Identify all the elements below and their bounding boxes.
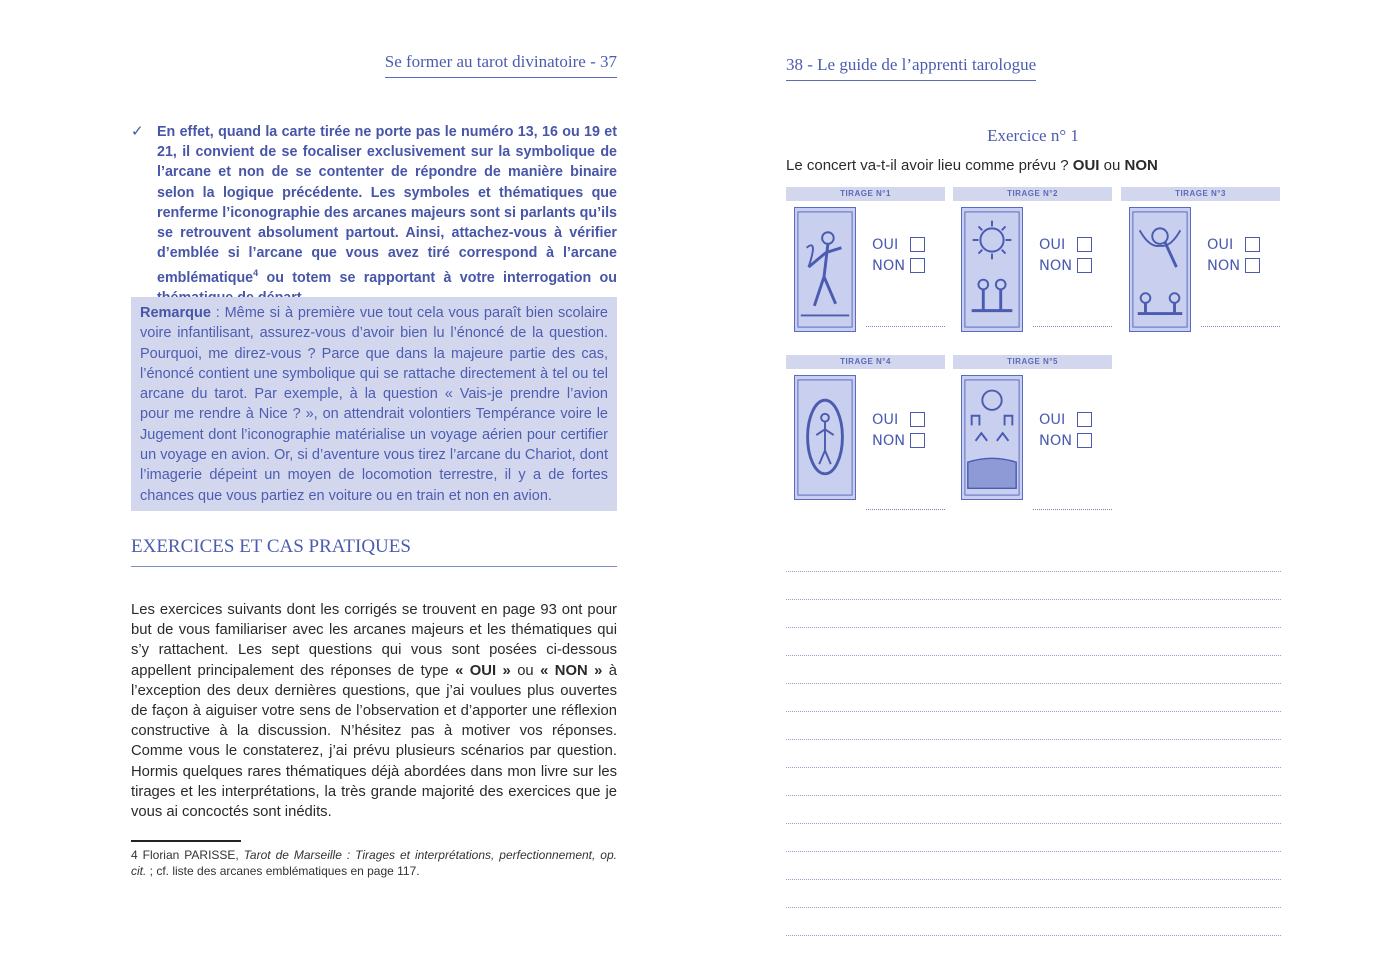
- tirage-2: [953, 187, 1112, 347]
- tirage-3: [1121, 187, 1280, 347]
- answer-line[interactable]: [1033, 326, 1112, 327]
- running-head-right: 38 - Le guide de l’apprenti tarologue: [786, 55, 1036, 81]
- check-text-end: ou totem se rapportant à votre interrogation ou: [266, 270, 617, 287]
- footnote: [131, 848, 617, 879]
- footnote-rest: ; cf. liste des arcanes emblématiques en page 117.: [146, 863, 420, 878]
- oui-label: OUI: [1039, 237, 1066, 253]
- intro-oui: « OUI »: [455, 662, 511, 679]
- writing-line[interactable]: [786, 824, 1281, 852]
- right-page: [700, 0, 1400, 980]
- remark-label: Remarque: [140, 305, 211, 321]
- oui-label: OUI: [872, 237, 899, 253]
- oui-label: OUI: [872, 412, 899, 428]
- intro-non: « NON »: [540, 662, 603, 679]
- non-checkbox[interactable]: [1077, 258, 1092, 273]
- intro-paragraph: [131, 600, 617, 822]
- tirage-label: TIRAGE N°4: [786, 355, 945, 369]
- writing-line[interactable]: [786, 852, 1281, 880]
- remark-text: : Même si à première vue tout cela vous paraît bien scolaire voire infantilisant, assurez-vous d’avoir bien lu l’énoncé de la question. Pourquoi, me direz-vous ? Parce que dans la majeure partie des cas, l’énoncé contient une symbolique qui se rattache directement à tel ou tel arcane du tarot. Par exemple, à la question « Vais-je prendre l’avion pour me rendre à Nice ? », on attendrait volontiers Tempérance voire le Jugement dont l’iconographie matérialise un voyage aérien pour certifier un voyage en avion. Or, si d’aventure vous tirez l’arcane du Chariot, dont l’imagerie dépeint un moyen de locomotion terrestre, il y a de fortes chances que vous partiez en voiture ou en train et non en avion.: [140, 305, 608, 504]
- oui-checkbox[interactable]: [1245, 237, 1260, 252]
- writing-line[interactable]: [786, 712, 1281, 740]
- non-checkbox[interactable]: [1077, 433, 1092, 448]
- death-card-icon: [794, 207, 856, 332]
- answer-line[interactable]: [866, 326, 945, 327]
- answer-line[interactable]: [1201, 326, 1280, 327]
- writing-line[interactable]: [786, 572, 1281, 600]
- non-label: NON: [872, 258, 906, 274]
- exercise-title: Exercice n° 1: [987, 126, 1079, 145]
- footnote-rule: [131, 840, 241, 842]
- writing-line[interactable]: [786, 740, 1281, 768]
- footnote-title: Tarot de Marseille : Tirages et interprétations, perfectionnement, op. cit.: [131, 848, 617, 878]
- moon-card-icon: [961, 375, 1023, 500]
- writing-line[interactable]: [786, 908, 1281, 936]
- question-text: Le concert va-t-il avoir lieu comme prévu ?: [786, 157, 1073, 174]
- footnote-ref: 4: [253, 268, 259, 279]
- oui-checkbox[interactable]: [1077, 412, 1092, 427]
- checkmark-icon: ✓: [131, 123, 144, 140]
- check-text-main: En effet, quand la carte tirée ne porte pas le numéro 13, 16 ou 19 et 21, il convient de se focaliser exclusivement sur la symbolique de l’arcane et non de se contenter de répondre de manière binaire selon la logique précédente. Les symboles et thématiques que renferme l’iconographie des arcanes majeurs sont si parlants qu’ils se retrouvent absolument partout. Ainsi, attachez-vous à vérifier d’emblée si l’arcane que vous avez tiré correspond à l’arcane emblématique: [157, 124, 617, 287]
- footnote-number: 4: [131, 848, 138, 862]
- intro-text-2: à l’exception des deux dernières questions, que j’ai voulues plus ouvertes de façon à aiguiser votre sens de l’observation et d’apporter une réflexion constructive à la discussion. N’hésitez pas à motiver vos réponses. Comme vous le constaterez, j’ai prévu plusieurs scénarios par question. Hormis quelques rares thématiques déjà abordées dans mon livre sur les tirages et les interprétations, la très grande majorité des exercices que je vous ai concoctés sont inédits.: [131, 662, 617, 821]
- non-checkbox[interactable]: [1245, 258, 1260, 273]
- writing-line[interactable]: [786, 796, 1281, 824]
- writing-line[interactable]: [786, 880, 1281, 908]
- tirage-label: TIRAGE N°3: [1121, 187, 1280, 201]
- non-checkbox[interactable]: [910, 433, 925, 448]
- tirage-label: TIRAGE N°2: [953, 187, 1112, 201]
- writing-line[interactable]: [786, 656, 1281, 684]
- writing-line[interactable]: [786, 768, 1281, 796]
- footnote-author: Florian PARISSE,: [137, 848, 244, 862]
- world-card-icon: [794, 375, 856, 500]
- tirage-1: [786, 187, 945, 347]
- tirage-label: TIRAGE N°5: [953, 355, 1112, 369]
- writing-line[interactable]: [786, 600, 1281, 628]
- remark-box: [131, 297, 617, 511]
- tirage-5: [953, 355, 1112, 515]
- tirage-4: [786, 355, 945, 515]
- non-label: NON: [1039, 433, 1073, 449]
- non-label: NON: [1207, 258, 1241, 274]
- answer-line[interactable]: [866, 509, 945, 510]
- exercise-question: [786, 157, 1158, 174]
- oui-label: OUI: [1039, 412, 1066, 428]
- intro-text-1: Les exercices suivants dont les corrigés se trouvent en page 93 ont pour but de vous familiariser avec les arcanes majeurs et les thématiques qui s’y rattachent. Les sept questions qui vous sont posées ci-dessous appellent principalement des réponses de type: [131, 602, 617, 679]
- check-paragraph-text: [157, 122, 617, 309]
- oui-label: OUI: [1207, 237, 1234, 253]
- oui-checkbox[interactable]: [910, 412, 925, 427]
- judgement-card-icon: [1129, 207, 1191, 332]
- non-checkbox[interactable]: [910, 258, 925, 273]
- writing-line[interactable]: [786, 684, 1281, 712]
- writing-line[interactable]: [786, 628, 1281, 656]
- oui-checkbox[interactable]: [1077, 237, 1092, 252]
- non-label: NON: [1039, 258, 1073, 274]
- question-oui: OUI: [1072, 157, 1100, 174]
- non-label: NON: [872, 433, 906, 449]
- oui-checkbox[interactable]: [910, 237, 925, 252]
- running-head-left: Se former au tarot divinatoire - 37: [385, 52, 617, 78]
- section-title: EXERCICES ET CAS PRATIQUES: [131, 536, 617, 567]
- tirage-label: TIRAGE N°1: [786, 187, 945, 201]
- question-ou: ou: [1099, 157, 1125, 174]
- sun-card-icon: [961, 207, 1023, 332]
- writing-lines: [786, 571, 1281, 936]
- answer-line[interactable]: [1033, 509, 1112, 510]
- question-non: NON: [1124, 157, 1158, 174]
- intro-ou: ou: [510, 662, 541, 679]
